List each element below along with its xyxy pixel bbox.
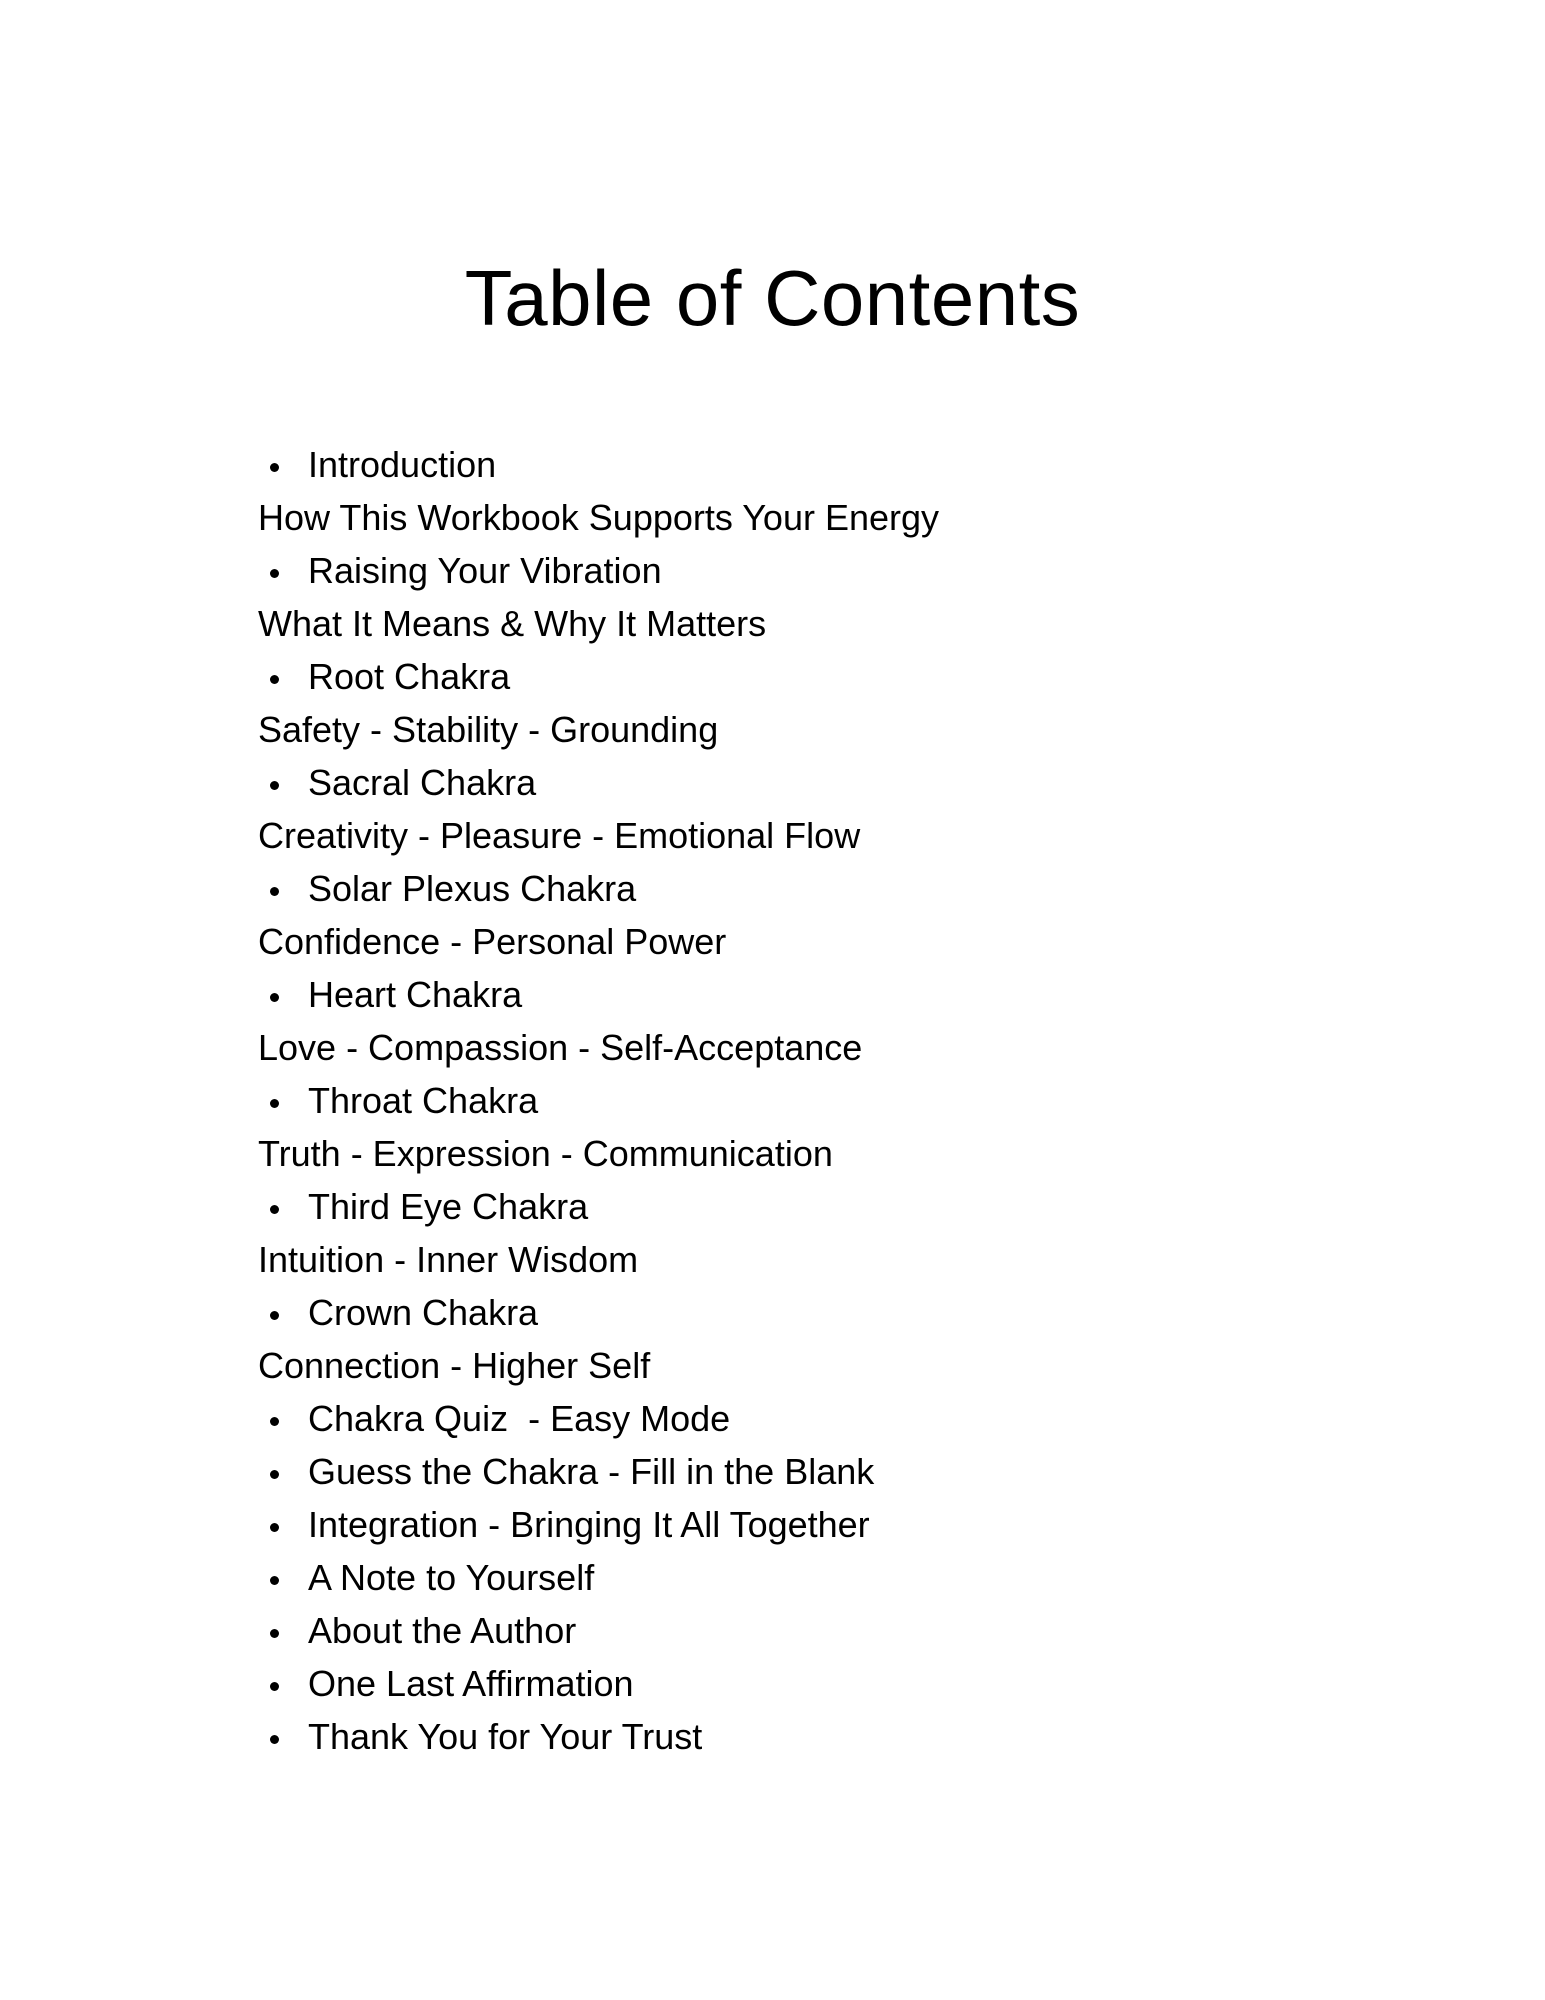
toc-item — [0, 1657, 1545, 1710]
toc-item — [0, 650, 1545, 703]
toc-item-label: A Note to Yourself — [308, 1557, 595, 1598]
toc-item-label: Guess the Chakra - Fill in the Blank — [308, 1451, 875, 1492]
toc-item — [0, 1392, 1545, 1445]
toc-subtitle-label: What It Means & Why It Matters — [258, 603, 767, 644]
bullet-icon — [270, 1629, 279, 1638]
toc-item — [0, 1445, 1545, 1498]
bullet-icon — [270, 1417, 279, 1426]
toc-subtitle — [0, 1233, 1545, 1286]
bullet-icon — [270, 1523, 279, 1532]
toc-item — [0, 862, 1545, 915]
toc-item-label: Chakra Quiz - Easy Mode — [308, 1398, 731, 1439]
page-title: Table of Contents — [464, 254, 1081, 342]
toc-item-label: Solar Plexus Chakra — [308, 868, 637, 909]
toc-subtitle — [0, 1339, 1545, 1392]
toc-item — [0, 1498, 1545, 1551]
toc-item — [0, 544, 1545, 597]
toc-subtitle-label: Intuition - Inner Wisdom — [258, 1239, 639, 1280]
toc-item — [0, 1286, 1545, 1339]
toc-subtitle-label: Confidence - Personal Power — [258, 921, 727, 962]
bullet-icon — [270, 1470, 279, 1479]
toc-subtitle-label: Safety - Stability - Grounding — [258, 709, 719, 750]
bullet-icon — [270, 1311, 279, 1320]
toc-item — [0, 1710, 1545, 1763]
toc-subtitle — [0, 703, 1545, 756]
toc-subtitle — [0, 915, 1545, 968]
bullet-icon — [270, 1576, 279, 1585]
toc-item-label: Integration - Bringing It All Together — [308, 1504, 870, 1545]
toc-subtitle-label: Truth - Expression - Communication — [258, 1133, 833, 1174]
toc-item-label: About the Author — [308, 1610, 577, 1651]
toc-item-label: Introduction — [308, 444, 497, 485]
toc-item-label: Heart Chakra — [308, 974, 523, 1015]
bullet-icon — [270, 569, 279, 578]
toc-subtitle — [0, 809, 1545, 862]
toc-item — [0, 1551, 1545, 1604]
toc-subtitle-label: How This Workbook Supports Your Energy — [258, 497, 940, 538]
toc-subtitle-label: Connection - Higher Self — [258, 1345, 651, 1386]
bullet-icon — [270, 675, 279, 684]
toc-subtitle — [0, 597, 1545, 650]
bullet-icon — [270, 1205, 279, 1214]
toc-subtitle — [0, 491, 1545, 544]
bullet-icon — [270, 781, 279, 790]
toc-item-label: Sacral Chakra — [308, 762, 537, 803]
toc-item — [0, 1180, 1545, 1233]
toc-subtitle — [0, 1127, 1545, 1180]
toc-item — [0, 968, 1545, 1021]
toc-item-label: Root Chakra — [308, 656, 511, 697]
bullet-icon — [270, 1735, 279, 1744]
toc-item-label: Crown Chakra — [308, 1292, 539, 1333]
bullet-icon — [270, 463, 279, 472]
toc-item-label: Third Eye Chakra — [308, 1186, 589, 1227]
bullet-icon — [270, 993, 279, 1002]
toc-item-label: One Last Affirmation — [308, 1663, 634, 1704]
table-of-contents — [0, 438, 1545, 1763]
toc-item-label: Raising Your Vibration — [308, 550, 662, 591]
bullet-icon — [270, 1682, 279, 1691]
toc-item-label: Thank You for Your Trust — [308, 1716, 703, 1757]
toc-item-label: Throat Chakra — [308, 1080, 539, 1121]
toc-subtitle — [0, 1021, 1545, 1074]
bullet-icon — [270, 887, 279, 896]
toc-item — [0, 1074, 1545, 1127]
bullet-icon — [270, 1099, 279, 1108]
toc-item — [0, 438, 1545, 491]
toc-item — [0, 756, 1545, 809]
toc-subtitle-label: Love - Compassion - Self-Acceptance — [258, 1027, 863, 1068]
toc-item — [0, 1604, 1545, 1657]
toc-subtitle-label: Creativity - Pleasure - Emotional Flow — [258, 815, 861, 856]
